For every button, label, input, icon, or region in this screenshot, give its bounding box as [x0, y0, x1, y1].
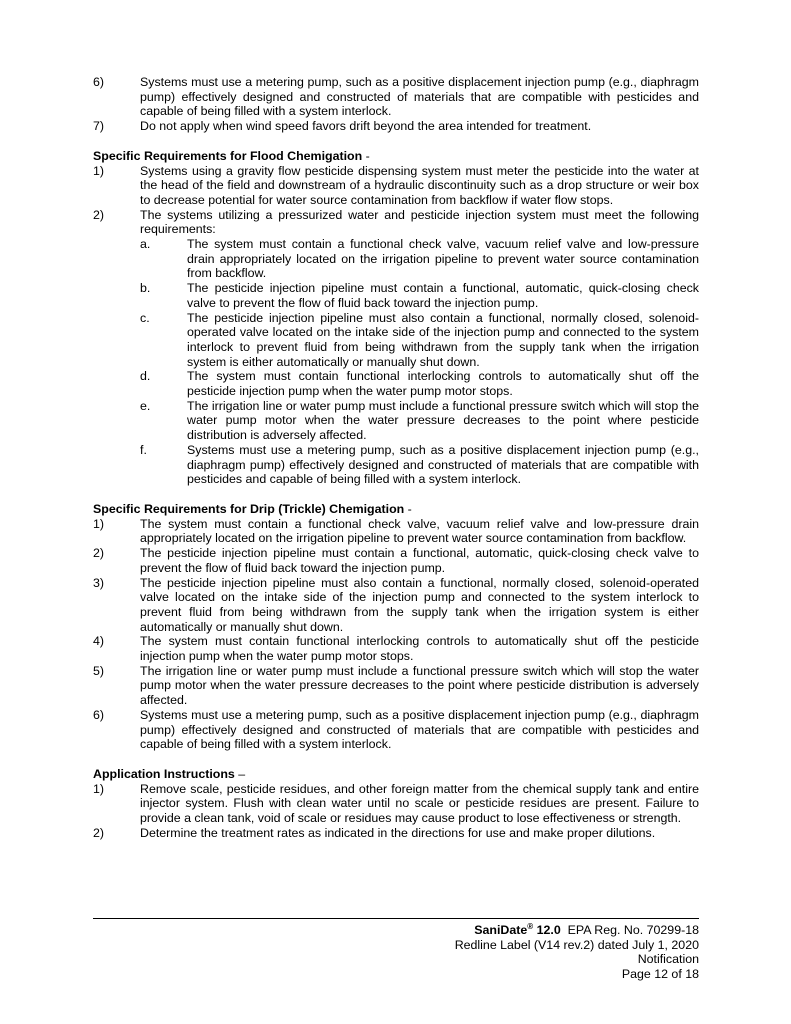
sub-list-item — [140, 399, 699, 443]
page-content — [93, 75, 699, 840]
item-text: The system must contain a functional check valve, vacuum relief valve and low-pressure drain appropriately located on the irrigation pipeline to prevent water source contamination from backflow. — [140, 516, 699, 546]
sub-item-letter: c. — [140, 310, 150, 325]
sub-list-item — [140, 281, 699, 310]
spacer — [93, 134, 699, 149]
item-number: 1) — [93, 781, 105, 796]
page-number: Page 12 of 18 — [621, 967, 699, 982]
item-text: The irrigation line or water pump must include a functional pressure switch which will stop the water pump motor when the water pressure decreases to the point where pesticide distribution is adversely affected. — [140, 663, 699, 708]
drip-chemigation-heading — [93, 502, 699, 517]
sub-item-text: Systems must use a metering pump, such as a positive displacement injection pump (e.g., diaphragm pump) effectively designed and constructed of materials that are compatible with pesticides and capable of being filled with a system interlock. — [187, 442, 699, 487]
label-revision: Redline Label (V14 rev.2) dated July 1, 2020 — [454, 937, 699, 952]
item-number: 2) — [93, 546, 105, 561]
notification-text: Notification — [637, 952, 699, 967]
item-text: Systems must use a metering pump, such as a positive displacement injection pump (e.g., diaphragm pump) effectively designed and constructed of materials that are compatible with pesticides and capable of being filled with a system interlock. — [140, 75, 699, 119]
item-number: 5) — [93, 663, 105, 678]
list-item — [93, 119, 699, 134]
list-item — [93, 576, 699, 635]
item-text: The system must contain functional interlocking controls to automatically shut off the pesticide injection pump when the water pump motor stops. — [140, 634, 699, 664]
sub-list — [140, 237, 699, 487]
item-text: Systems using a gravity flow pesticide dispensing system must meter the pesticide into the water at the head of the field and downstream of a hydraulic discontinuity such as a drop structure or weir box to decrease potential for water source contamination from backflow if water flow stops. — [140, 163, 699, 207]
heading-suffix: – — [234, 766, 246, 781]
list-item — [93, 164, 699, 208]
flood-chemigation-heading — [93, 149, 699, 164]
product-version: 12.0 — [533, 923, 561, 937]
footer-product-line — [455, 923, 699, 938]
heading-bold: Specific Requirements for Flood Chemigation — [93, 148, 363, 163]
item-text: The pesticide injection pipeline must contain a functional, automatic, quick-closing check valve to prevent the flow of fluid back toward the injection pump. — [140, 546, 699, 575]
sub-list-item — [140, 443, 699, 487]
registered-mark: ® — [527, 921, 534, 931]
list-item — [93, 782, 699, 826]
heading-suffix: - — [404, 501, 412, 516]
sub-item-letter: e. — [140, 398, 151, 413]
sub-item-letter: d. — [140, 369, 151, 384]
sub-item-letter: b. — [140, 281, 151, 296]
list-item — [93, 517, 699, 546]
item-number: 2) — [93, 825, 105, 840]
list-item — [93, 708, 699, 752]
item-number: 4) — [93, 634, 105, 649]
sub-item-text: The irrigation line or water pump must include a functional pressure switch which will stop the water pump motor when the water pressure decreases to the point where pesticide distribution is adversely affected. — [187, 398, 699, 443]
sub-item-text: The pesticide injection pipeline must contain a functional, automatic, quick-closing check valve to prevent the flow of fluid back toward the injection pump. — [187, 281, 699, 310]
item-number: 7) — [93, 119, 105, 134]
item-text: Remove scale, pesticide residues, and other foreign matter from the chemical supply tank and entire injector system. Flush with clean water until no scale or pesticide residues are present. Failure to provide a clean tank, void of scale or residues may cause product to lose effectiveness or strength. — [140, 781, 699, 826]
page-footer — [455, 923, 699, 982]
heading-suffix: - — [362, 148, 370, 163]
item-text: Determine the treatment rates as indicated in the directions for use and make proper dilutions. — [140, 825, 656, 840]
item-text: The pesticide injection pipeline must also contain a functional, normally closed, solenoid-operated valve located on the intake side of the injection pump and connected to the system interlock to prevent fluid from being withdrawn from the supply tank when the irrigation system is either automatically or manually shut down. — [140, 575, 699, 634]
item-text: Do not apply when wind speed favors drift beyond the area intended for treatment. — [140, 119, 592, 134]
list-item — [93, 75, 699, 119]
epa-reg-number: EPA Reg. No. 70299-18 — [567, 923, 699, 937]
spacer — [93, 752, 699, 767]
heading-bold: Application Instructions — [93, 766, 235, 781]
item-text: Systems must use a metering pump, such as a positive displacement injection pump (e.g., diaphragm pump) effectively designed and constructed of materials that are compatible with pesticides and capable of being filled with a system interlock. — [140, 707, 699, 752]
sub-item-letter: a. — [140, 237, 151, 252]
sub-list-item — [140, 369, 699, 398]
item-text: The systems utilizing a pressurized water and pesticide injection system must meet the following requirements: — [140, 207, 699, 237]
sub-item-text: The system must contain a functional check valve, vacuum relief valve and low-pressure drain appropriately located on the irrigation pipeline to prevent water source contamination from backflow. — [187, 237, 699, 281]
sub-item-text: The pesticide injection pipeline must also contain a functional, normally closed, solenoid-operated valve located on the intake side of the injection pump and connected to the system interlock to prevent fluid from being withdrawn from the supply tank when the irrigation system is either automatically or manually shut down. — [187, 310, 699, 369]
sub-item-letter: f. — [140, 442, 147, 457]
sub-list-item — [140, 311, 699, 370]
list-item — [93, 546, 699, 575]
item-number: 3) — [93, 575, 105, 590]
footer-divider — [93, 918, 699, 919]
application-instructions-heading — [93, 767, 699, 782]
heading-bold: Specific Requirements for Drip (Trickle) Chemigation — [93, 501, 405, 516]
list-item — [93, 664, 699, 708]
product-name: SaniDate — [474, 923, 528, 937]
item-number: 6) — [93, 75, 105, 89]
sub-item-text: The system must contain functional interlocking controls to automatically shut off the pesticide injection pump when the water pump motor stops. — [187, 369, 699, 399]
item-number: 6) — [93, 707, 105, 722]
list-item — [93, 826, 699, 841]
item-number: 2) — [93, 207, 105, 222]
item-number: 1) — [93, 516, 105, 531]
item-number: 1) — [93, 163, 105, 178]
list-item — [93, 208, 699, 237]
spacer — [93, 487, 699, 502]
list-item — [93, 634, 699, 663]
sub-list-item — [140, 237, 699, 281]
